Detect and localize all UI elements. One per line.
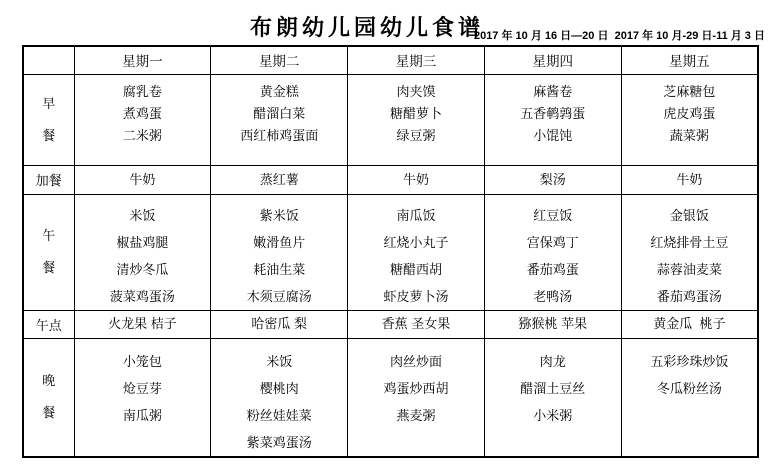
dish-item: 肉龙	[539, 353, 566, 369]
dish-item: 炝豆芽	[122, 380, 162, 396]
dish-item: 醋溜土豆丝	[520, 380, 586, 396]
dish-item: 木须豆腐汤	[246, 288, 312, 304]
dish-item: 清炒冬瓜	[116, 261, 169, 277]
menu-cell-午点-day1	[74, 310, 211, 338]
menu-cell-早餐-day4	[484, 74, 621, 165]
meal-row-午点	[23, 310, 758, 338]
meal-label-line: 加餐	[35, 173, 62, 188]
dish-item: 米饭	[129, 207, 156, 223]
menu-cell-加餐-day3	[348, 165, 485, 194]
menu-cell-加餐-day5	[621, 165, 758, 194]
dish-item: 虾皮萝卜汤	[383, 288, 449, 304]
dish-item: 梨汤	[539, 171, 566, 187]
day-header-2: 星期二	[211, 46, 348, 74]
dish-item: 樱桃肉	[259, 380, 299, 396]
menu-cell-早餐-day5	[621, 74, 758, 165]
menu-cell-午点-day2	[211, 310, 348, 338]
dish-item: 老鸭汤	[533, 288, 573, 304]
day-header-1: 星期一	[74, 46, 211, 74]
menu-cell-午餐-day4	[484, 194, 621, 310]
dish-item: 宫保鸡丁	[526, 234, 579, 250]
meal-label-加餐	[23, 165, 74, 194]
menu-cell-午餐-day3	[348, 194, 485, 310]
menu-cell-午餐-day2	[211, 194, 348, 310]
dish-item: 黄金糕	[259, 83, 299, 99]
dish-item: 冬瓜粉丝汤	[656, 380, 722, 396]
day-header-row	[23, 46, 758, 74]
dish-item: 燕麦粥	[396, 407, 436, 423]
dish-item: 煮鸡蛋	[122, 105, 162, 121]
meal-label-line: 晚	[42, 373, 56, 388]
dish-item: 绿豆粥	[396, 127, 436, 143]
menu-cell-早餐-day3	[348, 74, 485, 165]
meal-row-晚餐	[23, 338, 758, 457]
dish-item: 麻酱卷	[533, 83, 573, 99]
menu-cell-午点-day4	[484, 310, 621, 338]
menu-table	[22, 45, 759, 458]
day-header-5: 星期五	[621, 46, 758, 74]
dish-item: 虎皮鸡蛋	[663, 105, 716, 121]
document-header	[0, 0, 773, 45]
menu-cell-晚餐-day5	[621, 338, 758, 457]
meal-label-line: 餐	[42, 260, 56, 275]
menu-cell-午点-day3	[348, 310, 485, 338]
dish-item: 南瓜饭	[396, 207, 436, 223]
dish-item: 番茄鸡蛋汤	[656, 288, 722, 304]
dish-item: 香蕉 圣女果	[381, 316, 451, 331]
dish-item: 黄金瓜 桃子	[653, 316, 726, 331]
meal-label-午餐	[23, 194, 74, 310]
date-range-label: 2017 年 10 月 16 日—20 日 2017 年 10 月-29 日-11 月 3 日	[473, 30, 765, 42]
dish-item: 牛奶	[129, 171, 156, 187]
dish-item: 二米粥	[122, 127, 162, 143]
dish-item: 小馄饨	[533, 127, 573, 143]
dish-item: 哈密瓜 梨	[251, 316, 307, 331]
dish-item: 红豆饭	[533, 207, 573, 223]
day-header-3: 星期三	[348, 46, 485, 74]
menu-cell-午餐-day5	[621, 194, 758, 310]
dish-item: 蒸红薯	[259, 171, 299, 187]
meal-label-line: 午点	[35, 317, 62, 333]
meal-label-line: 午	[42, 228, 56, 243]
dish-item: 西红柿鸡蛋面	[240, 127, 319, 143]
dish-item: 肉夹馍	[396, 83, 436, 99]
dish-item: 嫩滑鱼片	[253, 234, 306, 250]
dish-item: 腐乳卷	[122, 83, 162, 99]
dish-item: 小米粥	[533, 407, 573, 423]
menu-cell-早餐-day1	[74, 74, 211, 165]
dish-item: 糖醋萝卜	[389, 105, 442, 121]
dish-item: 芝麻糖包	[663, 83, 716, 99]
corner-cell	[23, 46, 74, 74]
day-header-4: 星期四	[484, 46, 621, 74]
dish-item: 米饭	[266, 353, 293, 369]
dish-item: 蔬菜粥	[669, 127, 709, 143]
dish-item: 红烧小丸子	[383, 234, 449, 250]
menu-cell-加餐-day1	[74, 165, 211, 194]
menu-cell-晚餐-day1	[74, 338, 211, 457]
dish-item: 紫米饭	[259, 207, 299, 223]
dish-item: 粉丝娃娃菜	[246, 407, 312, 423]
dish-item: 椒盐鸡腿	[116, 234, 169, 250]
meal-label-line: 餐	[42, 127, 56, 143]
dish-item: 金银饭	[669, 207, 709, 223]
menu-cell-午点-day5	[621, 310, 758, 338]
dish-item: 火龙果 桔子	[108, 316, 177, 331]
menu-cell-晚餐-day2	[211, 338, 348, 457]
dish-item: 五香鹌鹑蛋	[520, 105, 586, 121]
dish-item: 小笼包	[122, 353, 162, 369]
dish-item: 牛奶	[402, 171, 429, 187]
dish-item: 鸡蛋炒西胡	[383, 380, 449, 396]
menu-cell-加餐-day2	[211, 165, 348, 194]
meal-label-早餐	[23, 74, 74, 165]
meal-row-早餐	[23, 74, 758, 165]
dish-item: 肉丝炒面	[389, 353, 442, 369]
page-title: 布朗幼儿园幼儿食谱	[250, 15, 485, 40]
dish-item: 糖醋西胡	[389, 261, 442, 277]
dish-item: 五彩珍珠炒饭	[650, 353, 729, 369]
dish-item: 蒜蓉油麦菜	[656, 261, 722, 277]
meal-label-line: 早	[42, 95, 56, 111]
meal-label-午点	[23, 310, 74, 338]
menu-cell-早餐-day2	[211, 74, 348, 165]
dish-item: 牛奶	[676, 171, 703, 187]
menu-cell-午餐-day1	[74, 194, 211, 310]
dish-item: 耗油生菜	[253, 261, 306, 277]
dish-item: 菠菜鸡蛋汤	[109, 288, 175, 304]
dish-item: 醋溜白菜	[253, 105, 306, 121]
meal-row-午餐	[23, 194, 758, 310]
dish-item: 紫菜鸡蛋汤	[246, 434, 312, 450]
dish-item: 番茄鸡蛋	[526, 261, 579, 277]
menu-cell-晚餐-day4	[484, 338, 621, 457]
dish-item: 红烧排骨土豆	[650, 234, 729, 250]
meal-label-晚餐	[23, 338, 74, 457]
dish-item: 南瓜粥	[122, 407, 162, 423]
menu-cell-加餐-day4	[484, 165, 621, 194]
meal-label-line: 餐	[42, 405, 56, 420]
dish-item: 猕猴桃 苹果	[518, 316, 588, 331]
meal-row-加餐	[23, 165, 758, 194]
menu-cell-晚餐-day3	[348, 338, 485, 457]
